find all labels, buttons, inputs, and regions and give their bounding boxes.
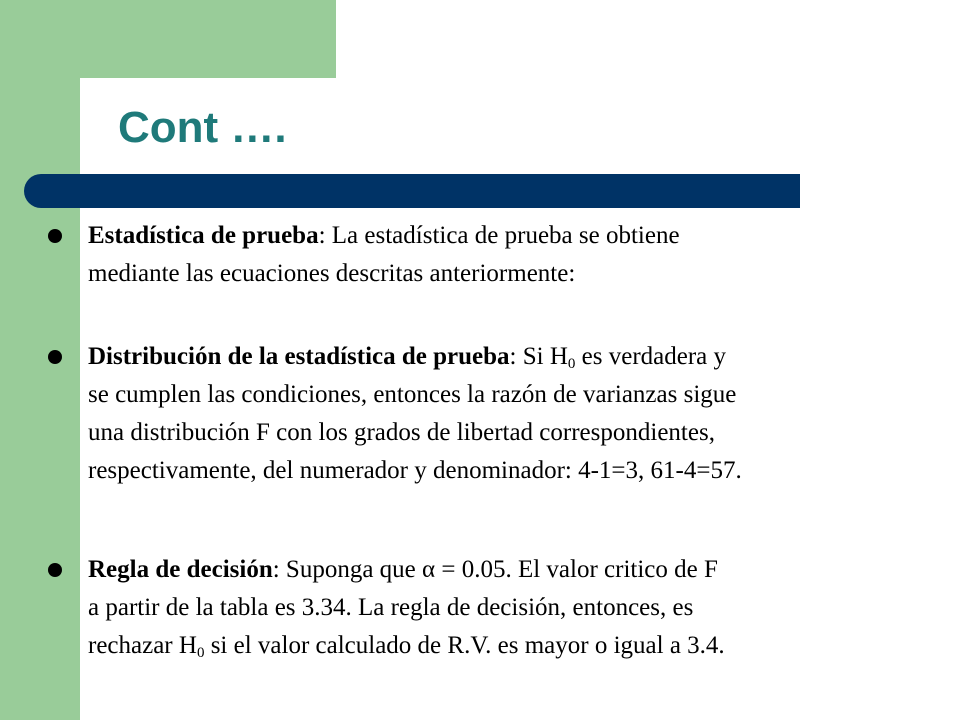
bullet-text: si el valor calculado de R.V. es mayor o igual a 3.4. bbox=[204, 632, 725, 659]
slide-title: Cont …. bbox=[118, 103, 287, 152]
paragraph-line bbox=[88, 627, 948, 665]
green-side-band bbox=[0, 0, 80, 720]
paragraph-line: se cumplen las condiciones, entonces la razón de varianzas sigue bbox=[88, 381, 737, 408]
paragraph-line bbox=[88, 338, 948, 376]
bullet-text: : La estadística de prueba se obtiene bbox=[318, 222, 680, 249]
bullet-text: : Suponga que α = 0.05. El valor critico de F bbox=[272, 556, 718, 583]
green-top-band bbox=[80, 0, 336, 78]
bullet-term: Distribución de la estadística de prueba bbox=[88, 343, 510, 370]
bullet-term: Regla de decisión bbox=[88, 556, 273, 583]
title-underline-bar bbox=[24, 174, 800, 208]
paragraph-line: a partir de la tabla es 3.34. La regla de decisión, entonces, es bbox=[88, 594, 694, 621]
paragraph-line bbox=[88, 217, 948, 255]
bullet-icon bbox=[48, 563, 62, 577]
paragraph-line bbox=[88, 551, 948, 589]
bullet-term: Estadística de prueba bbox=[88, 222, 319, 249]
paragraph-line: mediante las ecuaciones descritas anteriormente: bbox=[88, 260, 576, 287]
paragraph-line: respectivamente, del numerador y denominador: 4-1=3, 61-4=57. bbox=[88, 457, 742, 484]
bullet-text: : Si H bbox=[509, 343, 568, 370]
subscript: 0 bbox=[567, 356, 576, 372]
bullet-distribution bbox=[88, 338, 948, 490]
bullet-decision-rule bbox=[88, 551, 948, 665]
subscript: 0 bbox=[196, 645, 205, 661]
bullet-icon bbox=[48, 350, 62, 364]
bullet-test-statistic bbox=[88, 217, 948, 293]
bullet-icon bbox=[48, 229, 62, 243]
bullet-text: rechazar H bbox=[88, 632, 197, 659]
paragraph-line: una distribución F con los grados de libertad correspondientes, bbox=[88, 419, 715, 446]
bullet-text: es verdadera y bbox=[575, 343, 727, 370]
